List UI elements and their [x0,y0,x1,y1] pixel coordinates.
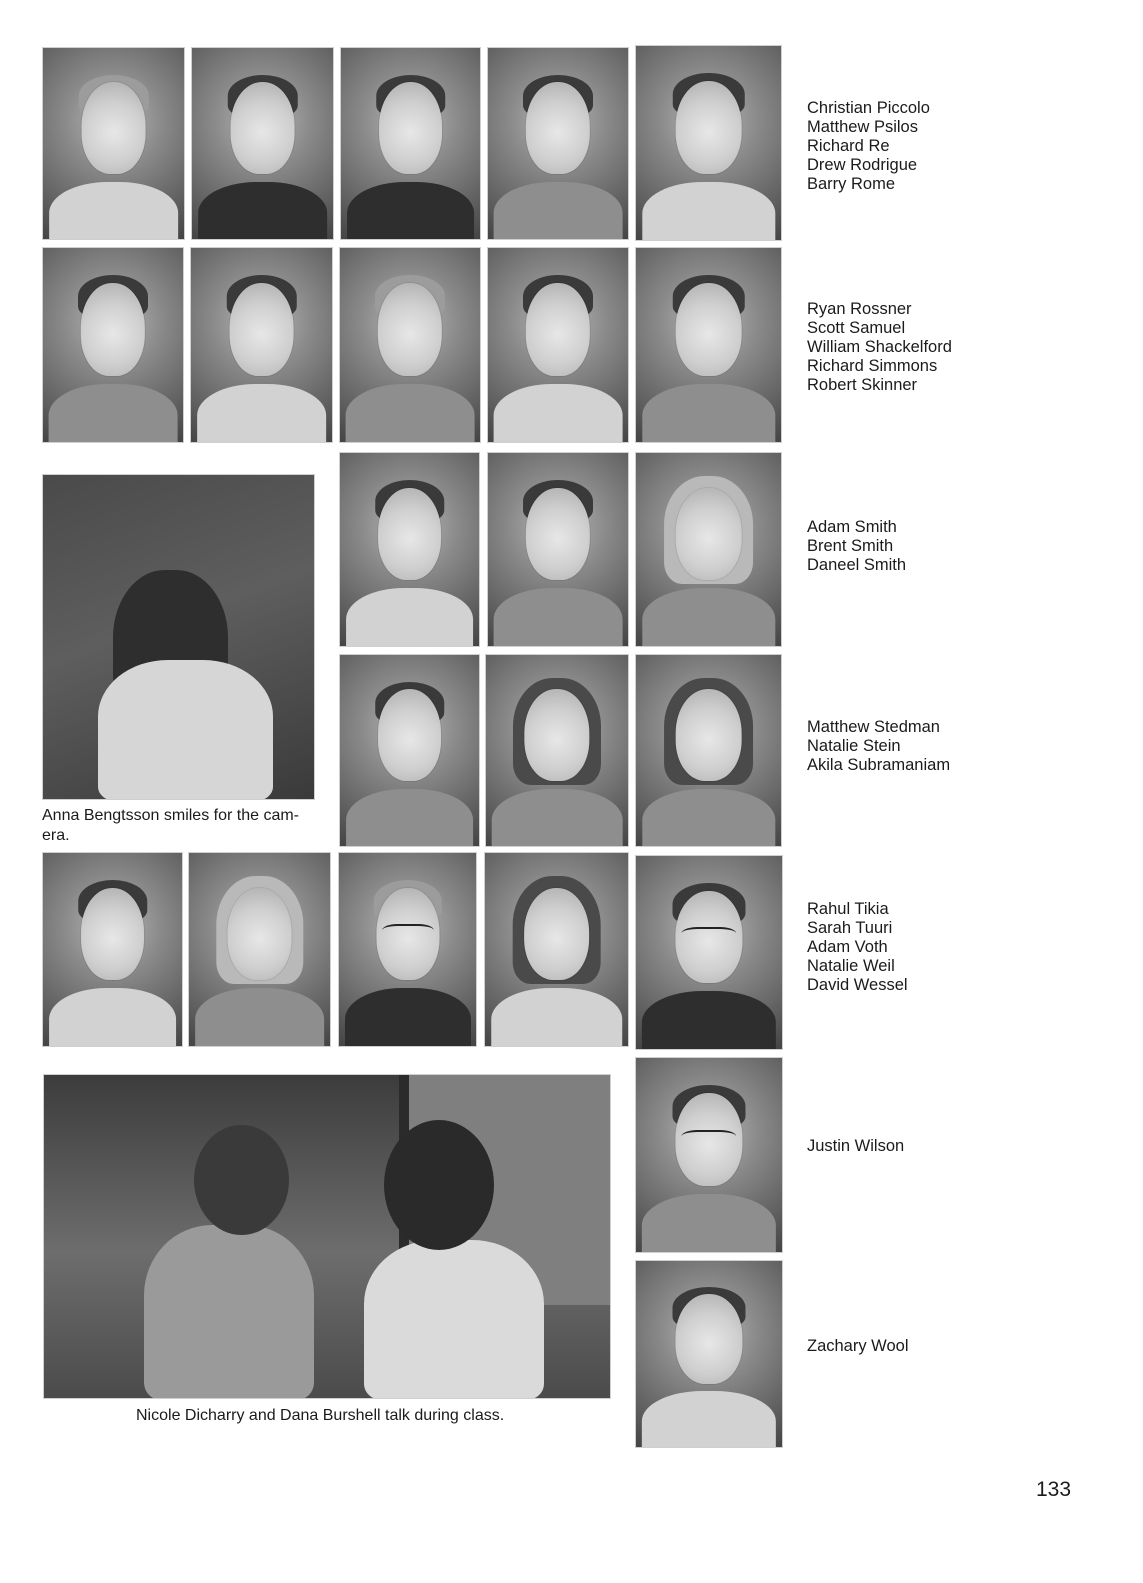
portrait-adam-voth [338,852,477,1047]
student-name: Akila Subramaniam [807,756,951,774]
caption-line: era. [42,827,70,844]
name-list-row-7 [807,1337,908,1356]
portrait-natalie-weil [484,852,629,1047]
portrait-adam-smith [339,452,480,647]
student-name: Robert Skinner [807,376,918,394]
portrait-natalie-stein [485,654,629,847]
left-figure-shirt [144,1225,314,1399]
portrait-ryan-rossner [42,247,184,443]
student-name: Adam Smith [807,518,897,536]
caption-anna-bengtsson [42,806,318,846]
student-name: Zachary Wool [807,1337,909,1355]
caption-line: Anna Bengtsson smiles for the cam- [42,807,300,824]
candid-photo-anna-bengtsson [42,474,315,800]
portrait-richard-re [340,47,481,240]
portrait-justin-wilson [635,1057,783,1253]
portrait-matthew-psilos [191,47,334,240]
student-name: Adam Voth [807,938,888,956]
caption-class-photo: Nicole Dicharry and Dana Burshell talk during class. [136,1407,505,1424]
name-list-row-1 [807,99,930,194]
portrait-zachary-wool [635,1260,783,1448]
portrait-daneel-smith [635,452,782,647]
student-name: Daneel Smith [807,556,907,574]
portrait-richard-simmons [487,247,629,443]
name-list-row-2 [807,300,952,395]
student-name: Ryan Rossner [807,300,912,318]
student-name: David Wessel [807,976,908,994]
portrait-rahul-tikia [42,852,183,1047]
name-list-row-3 [807,518,906,575]
portrait-sarah-tuuri [188,852,331,1047]
portrait-matthew-stedman [339,654,480,847]
student-name: Sarah Tuuri [807,919,893,937]
name-list-row-4 [807,718,950,775]
student-name: Brent Smith [807,537,894,555]
student-name: Scott Samuel [807,319,906,337]
portrait-scott-samuel [190,247,333,443]
page-number: 133 [1036,1478,1072,1501]
portrait-david-wessel [635,855,783,1050]
student-name: William Shackelford [807,338,952,356]
student-name: Natalie Weil [807,957,895,975]
student-name: Rahul Tikia [807,900,889,918]
name-list-row-6 [807,1137,904,1156]
student-name: Drew Rodrigue [807,156,918,174]
student-name: Richard Re [807,137,890,155]
student-name: Matthew Psilos [807,118,918,136]
student-name: Matthew Stedman [807,718,940,736]
portrait-brent-smith [487,452,629,647]
name-list-row-5 [807,900,908,995]
student-name: Justin Wilson [807,1137,905,1155]
student-name: Christian Piccolo [807,99,930,117]
right-figure-shirt [364,1240,544,1399]
right-figure-head [384,1120,494,1250]
portrait-christian-piccolo [42,47,185,240]
left-figure-head [194,1125,289,1235]
portrait-robert-skinner [635,247,782,443]
portrait-drew-rodrigue [487,47,629,240]
candid-figure-shirt [98,660,273,800]
candid-photo-class [43,1074,611,1399]
portrait-william-shackelford [339,247,481,443]
student-name: Natalie Stein [807,737,901,755]
student-name: Barry Rome [807,175,896,193]
portrait-akila-subramaniam [635,654,782,847]
student-name: Richard Simmons [807,357,938,375]
portrait-barry-rome [635,45,782,241]
